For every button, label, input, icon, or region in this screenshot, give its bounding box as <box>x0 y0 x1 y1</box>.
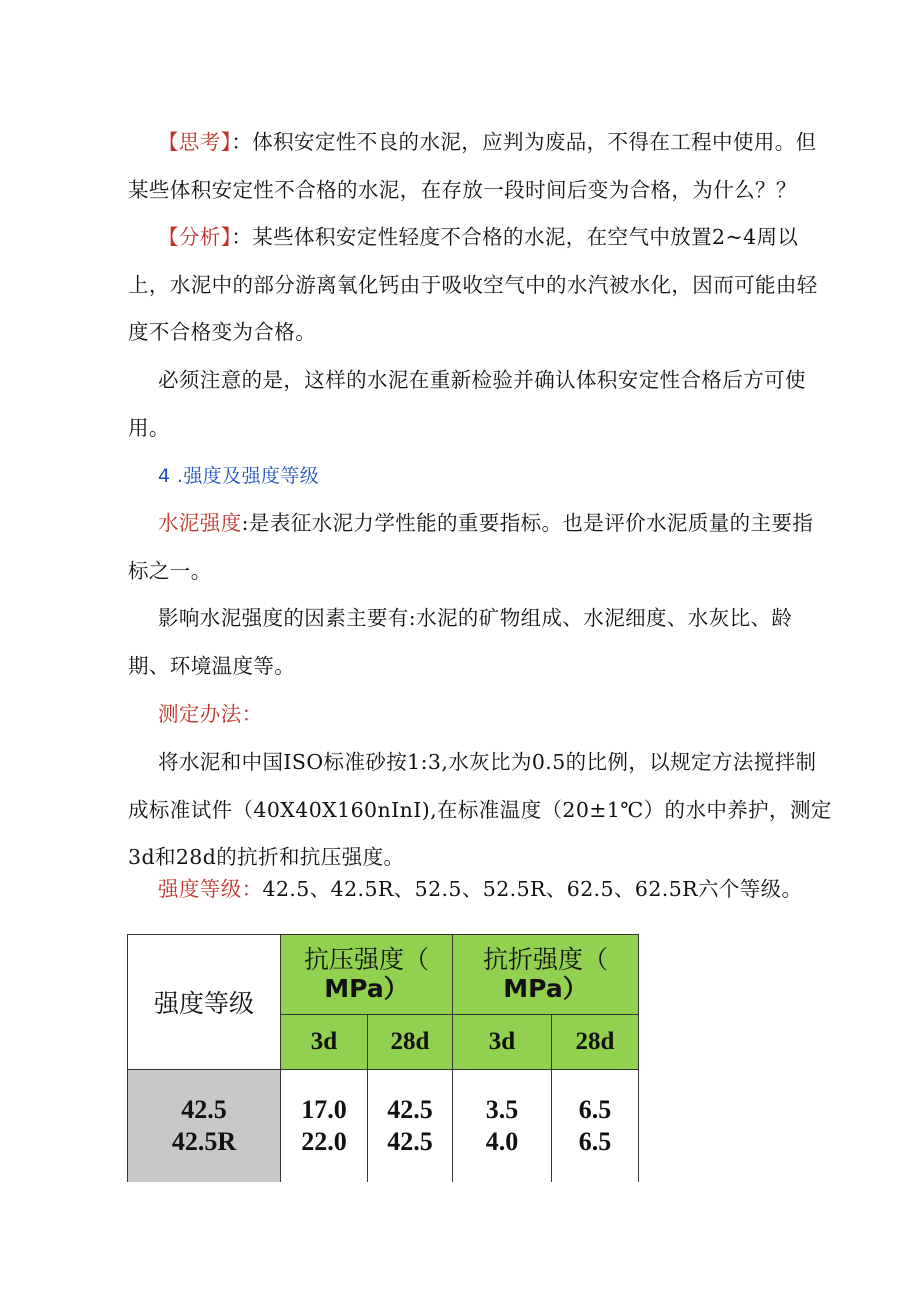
analysis-tag: 【分析】 <box>158 225 232 249</box>
notice-paragraph: 必须注意的是，这样的水泥在重新检验并确认体积安定性合格后方可使用。 <box>128 368 806 440</box>
grade-header-cell: 强度等级 <box>128 935 281 1070</box>
grades-text: 42.5、42.5R、52.5、52.5R、62.5、62.5R六个等级。 <box>262 877 803 901</box>
grades-line <box>128 871 833 907</box>
grade-value: 42.5 <box>181 1095 227 1124</box>
subheader-comp-28d: 28d <box>368 1014 453 1069</box>
flexural-header-line2: MPa） <box>503 974 588 1004</box>
subheader-flex-3d: 3d <box>453 1014 552 1069</box>
section-heading: 4 .强度及强度等级 <box>158 465 320 487</box>
flexural-header-line1: 抗折强度（ <box>482 945 608 975</box>
table-header-row <box>128 935 639 1015</box>
cell-value: 3.5 <box>485 1095 519 1124</box>
comp-28d-cell <box>368 1070 453 1183</box>
subheader-comp-3d: 3d <box>281 1014 368 1069</box>
cell-value: 4.0 <box>485 1127 519 1156</box>
cell-value: 42.5 <box>387 1095 433 1124</box>
grades-label: 强度等级： <box>158 877 263 901</box>
grade-value: 42.5R <box>171 1127 237 1156</box>
analysis-text: ：某些体积安定性轻度不合格的水泥，在空气中放置2~4周以上，水泥中的部分游离氧化钙由于吸收空气中的水汽被水化，因而可能由轻度不合格变为合格。 <box>128 225 818 344</box>
factors-paragraph: 影响水泥强度的因素主要有:水泥的矿物组成、水泥细度、水灰比、龄期、环境温度等。 <box>128 606 793 678</box>
strength-term: 水泥强度 <box>158 511 242 535</box>
flexural-header-cell <box>453 935 639 1015</box>
comp-3d-cell <box>281 1070 368 1183</box>
cell-value: 42.5 <box>387 1127 433 1156</box>
flex-3d-cell <box>453 1070 552 1183</box>
subheader-flex-28d: 28d <box>552 1014 639 1069</box>
method-paragraph: 将水泥和中国ISO标准砂按1:3,水灰比为0.5的比例，以规定方法搅拌制成标准试件（40X40X160nInI),在标准温度（20±1℃）的水中养护，测定3d和28d的抗折和抗压强度。 <box>128 750 832 869</box>
strength-definition <box>128 500 833 595</box>
compressive-header-line2: MPa） <box>324 974 409 1004</box>
cell-value: 6.5 <box>578 1127 612 1156</box>
grade-cell <box>128 1070 281 1183</box>
method-label: 测定办法： <box>158 702 263 726</box>
strength-definition-text: :是表征水泥力学性能的重要指标。也是评价水泥质量的主要指标之一。 <box>128 511 814 583</box>
flex-28d-cell <box>552 1070 639 1183</box>
think-paragraph <box>128 119 833 214</box>
cell-value: 17.0 <box>301 1095 347 1124</box>
think-tag: 【思考】 <box>158 130 232 154</box>
compressive-header-cell <box>281 935 453 1015</box>
analysis-paragraph <box>128 214 833 357</box>
strength-grade-table <box>127 934 639 1182</box>
table-row <box>128 1070 639 1183</box>
think-text: ：体积安定性不良的水泥，应判为废品，不得在工程中使用。但某些体积安定性不合格的水泥，在存放一段时间后变为合格，为什么？？ <box>128 130 817 202</box>
cell-value: 22.0 <box>301 1127 347 1156</box>
compressive-header-line1: 抗压强度（ <box>303 945 429 975</box>
cell-value: 6.5 <box>578 1095 612 1124</box>
